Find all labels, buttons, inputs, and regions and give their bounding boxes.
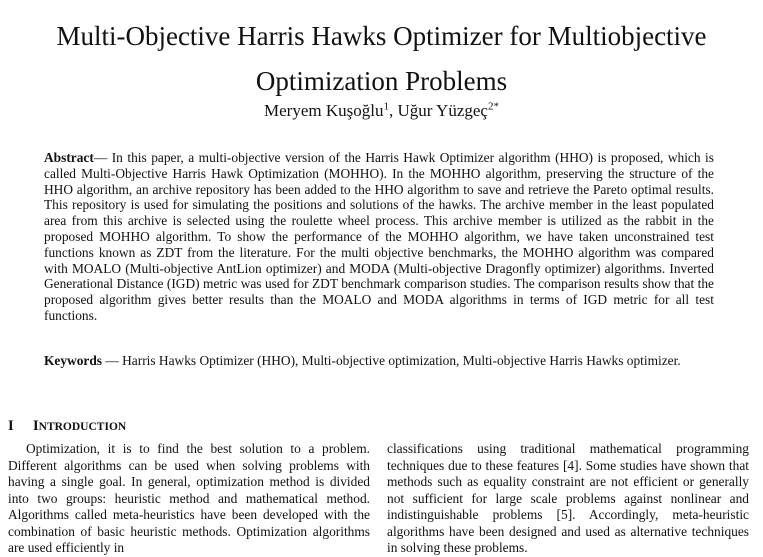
- author-affiliation: 2*: [487, 100, 499, 113]
- abstract: [44, 150, 714, 324]
- body-column-left: Optimization, it is to find the best solution to a problem. Different algorithms can be used when solving problems with having a single goal. In general, optimization method is divided into two groups: heuristic method and mathematical method. Algorithms called meta-heuristics have been developed with the combination of basic heuristic methods. Optimization algorithms are used efficiently in: [8, 441, 370, 555]
- paper-title: [0, 14, 763, 104]
- section-heading: [8, 417, 126, 436]
- abstract-text: — In this paper, a multi-objective version of the Harris Hawk Optimizer algorithm (HHO) is proposed, which is called Multi-Objective Harris Hawk Optimization (MOHHO). In the MOHHO algorithm, preserving the structure of the HHO algorithm, an archive repository has been added to the HHO algorithm to save and retrieve the Pareto optimal results. This repository is used for simulating the positions and solutions of the hawks. The archive member in the least populated area from this archive is selected using the roulette wheel process. This archive member is utilized as the rabbit in the proposed MOHHO algorithm. To show the performance of the MOHHO algorithm, we have taken unconstrained test functions known as ZDT from the literature. For the multi objective benchmarks, the MOHHO algorithm was compared with MOALO (Multi-objective AntLion optimizer) and MODA (Multi-objective Dragonfly optimizer) algorithms. Inverted Generational Distance (IGD) metric was used for ZDT benchmark comparison studies. The comparison results show that the proposed algorithm gives better results than the MOALO and MODA algorithms in terms of IGD metric for all test functions.: [44, 150, 714, 323]
- keywords-label: Keywords: [44, 353, 103, 368]
- title-line-2: Optimization Problems: [255, 66, 508, 96]
- abstract-label: Abstract: [44, 150, 94, 165]
- body-column-right: classifications using traditional mathematical programming techniques due to these features [4]. Some studies have shown that methods such as equality constraint are not efficient or generally not sufficient for large scale problems against nonlinear and indistinguishable problems [5]. Accordingly, meta-heuristic algorithms have been designed and used as alternative techniques in solving these problems.: [387, 441, 749, 555]
- author-separator: ,: [388, 101, 398, 120]
- author-name: Meryem Kuşoğlu: [264, 101, 384, 120]
- keywords: [44, 353, 714, 369]
- section-title-initial: I: [33, 418, 39, 434]
- title-line-1: Multi-Objective Harris Hawks Optimizer for Multiobjective: [56, 21, 707, 51]
- section-title-rest: NTRODUCTION: [38, 421, 127, 433]
- section-number: I: [8, 418, 14, 434]
- author-list: [0, 100, 763, 122]
- keywords-text: — Harris Hawks Optimizer (HHO), Multi-objective optimization, Multi-objective Harris Hawks optimizer.: [102, 353, 681, 368]
- author-affiliation: 1: [383, 100, 389, 113]
- author-name: Uğur Yüzgeç: [397, 101, 488, 120]
